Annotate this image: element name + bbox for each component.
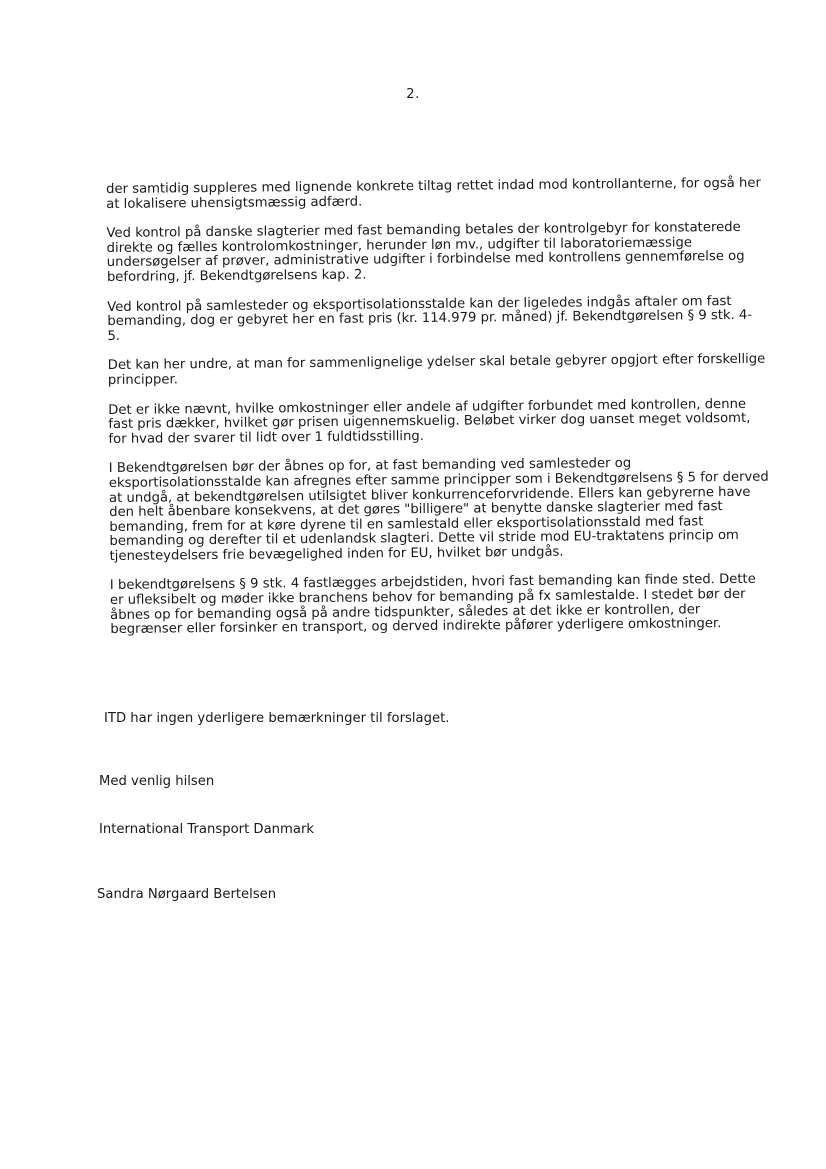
paragraph-6: I Bekendtgørelsen bør der åbnes op for, at fast bemanding ved samlesteder og eksportisolationsstalde kan afregnes efter samme principper som i Bekendtgørelsens § 5 for derved at undgå, at bekendtgørelsen utilsigtet bliver konkurrenceforvridende. Ellers kan gebyrerne have den helt åbenbare konsekvens, at det gøres "billigere" at benytte danske slagterier med fast bemanding, frem for at køre dyrene til en samlestald eller eksportisolationsstald med fast bemanding og derefter til et udenlandsk slagteri. Dette vil stride mod EU-traktatens princip om tjenesteydelsers frie bevægelighed inden for EU, hvilket bør undgås. — [108, 456, 769, 564]
sender-organization: International Transport Danmark — [99, 822, 315, 837]
paragraph-3: Ved kontrol på samlesteder og eksportisolationsstalde kan der ligeledes indgås aftaler om fast bemanding, dog er gebyret her en fast pris (kr. 114.979 pr. måned) jf. Bekendtgørelsen § 9 stk. 4- 5. — [107, 293, 753, 344]
closing-greeting: Med venlig hilsen — [99, 774, 215, 789]
letter-body — [106, 177, 775, 653]
closing-remark: ITD har ingen yderligere bemærkninger til forslaget. — [104, 711, 450, 726]
paragraph-2: Ved kontrol på danske slagterier med fast bemanding betales der kontrolgebyr for konstaterede direkte og fælles kontrolomkostninger, herunder løn mv., udgifter til laboratoriemæssige undersøgelser af prøver, administrative udgifter i forbindelse med kontrollens gennemførelse og befordring, jf. Bekendtgørelsens kap. 2. — [106, 220, 745, 285]
paragraph-5: Det er ikke nævnt, hvilke omkostninger eller andele af udgifter forbundet med kontrollen, denne fast pris dækker, hvilket gør prisen uigennemskuelig. Beløbet virker dog uanset meget voldsomt, for hvad der svarer til lidt over 1 fuldtidsstilling. — [108, 396, 751, 447]
signer-name: Sandra Nørgaard Bertelsen — [97, 887, 277, 902]
paragraph-7: I bekendtgørelsens § 9 stk. 4 fastlægges arbejdstiden, hvori fast bemanding kan finde sted. Dette er ufleksibelt og møder ikke branchens behov for bemanding på fx samlestalde. I stedet bør der åbnes op for bemanding også på andre tidspunkter, således at det ikke er kontrollen, der begrænser eller forsinker en transport, og derved indirekte påfører yderligere omkostninger. — [109, 572, 756, 638]
paragraph-4: Det kan her undre, at man for sammenlignelige ydelser skal betale gebyrer opgjort efter forskellige principper. — [107, 352, 766, 388]
paragraph-1: der samtidig suppleres med lignende konkrete tiltag rettet indad mod kontrollanterne, for også her at lokalisere uhensigtsmæssig adfærd. — [105, 175, 761, 212]
page-number: 2. — [406, 87, 420, 102]
